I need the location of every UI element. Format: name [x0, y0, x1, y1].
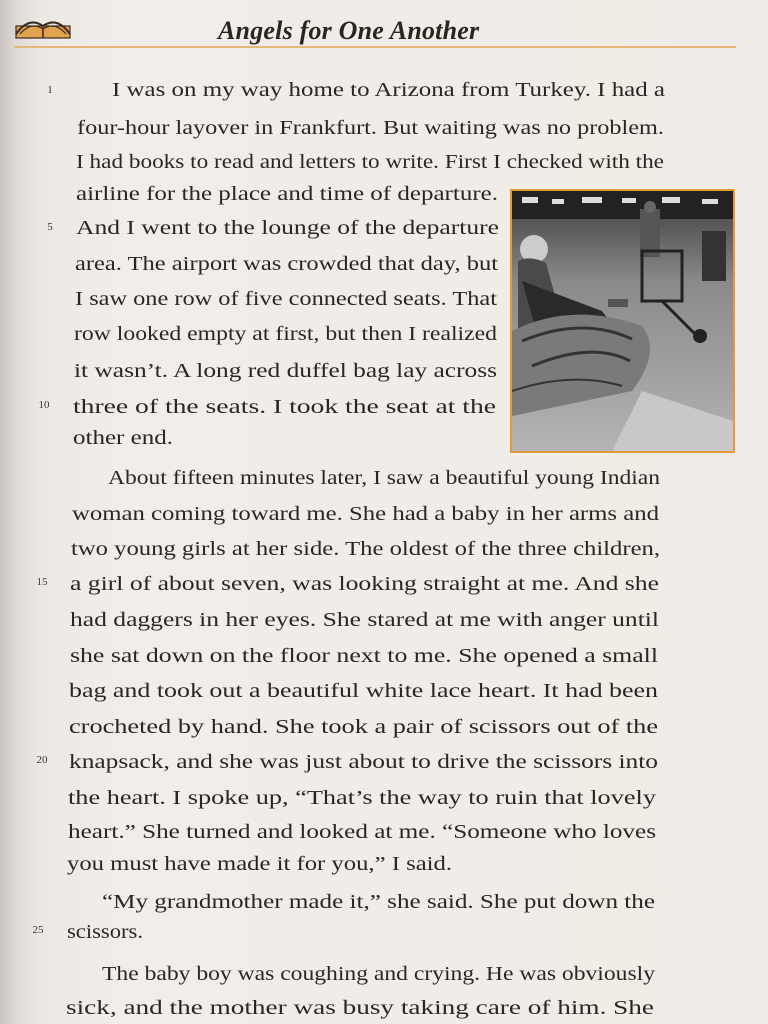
text-line: it wasn’t. A long red duffel bag lay across: [74, 360, 497, 382]
text-line: I had books to read and letters to write. First I checked with the: [76, 151, 664, 173]
text-line: scissors.: [67, 921, 143, 943]
text-line: bag and took out a beautiful white lace heart. It had been: [69, 680, 658, 702]
text-line: sick, and the mother was busy taking care of him. She: [66, 997, 654, 1019]
text-line: area. The airport was crowded that day, but: [75, 253, 498, 275]
text-line: four-hour layover in Frankfurt. But waiting was no problem.: [77, 117, 664, 139]
page-title: Angels for One Another: [218, 16, 480, 45]
line-number: 15: [36, 576, 48, 588]
text-line: the heart. I spoke up, “That’s the way to ruin that lovely: [68, 787, 656, 809]
text-line: row looked empty at first, but then I realized: [74, 323, 497, 345]
text-line: you must have made it for you,” I said.: [67, 853, 452, 875]
line-number: 20: [36, 754, 48, 766]
header-rule: [14, 46, 736, 48]
text-line: three of the seats. I took the seat at the: [73, 396, 496, 418]
text-line: airline for the place and time of departure.: [76, 183, 499, 205]
text-line: a girl of about seven, was looking straight at me. And she: [70, 573, 659, 595]
text-line: she sat down on the floor next to me. She opened a small: [70, 645, 658, 667]
line-number: 25: [32, 924, 44, 936]
text-line: other end.: [73, 427, 173, 449]
text-line: “My grandmother made it,” she said. She put down the: [102, 891, 655, 913]
airport-lounge-photo: [510, 189, 735, 453]
text-line: I was on my way home to Arizona from Turkey. I had a: [112, 79, 665, 101]
text-line: About fifteen minutes later, I saw a beautiful young Indian: [108, 467, 660, 489]
text-line: And I went to the lounge of the departure: [76, 217, 499, 239]
text-line: had daggers in her eyes. She stared at me with anger until: [70, 609, 659, 631]
text-line: crocheted by hand. She took a pair of scissors out of the: [69, 716, 658, 738]
page-header: [0, 0, 768, 60]
line-number: 1: [47, 84, 53, 96]
line-number: 5: [47, 221, 53, 233]
text-line: The baby boy was coughing and crying. He was obviously: [102, 963, 655, 985]
text-line: woman coming toward me. She had a baby in her arms and: [72, 503, 659, 525]
text-line: heart.” She turned and looked at me. “Someone who loves: [68, 821, 656, 843]
text-line: two young girls at her side. The oldest of the three children,: [71, 538, 660, 560]
text-line: knapsack, and she was just about to drive the scissors into: [69, 751, 658, 773]
line-number: 10: [38, 399, 50, 411]
text-line: I saw one row of five connected seats. That: [75, 288, 497, 310]
open-book-icon: [12, 12, 74, 40]
